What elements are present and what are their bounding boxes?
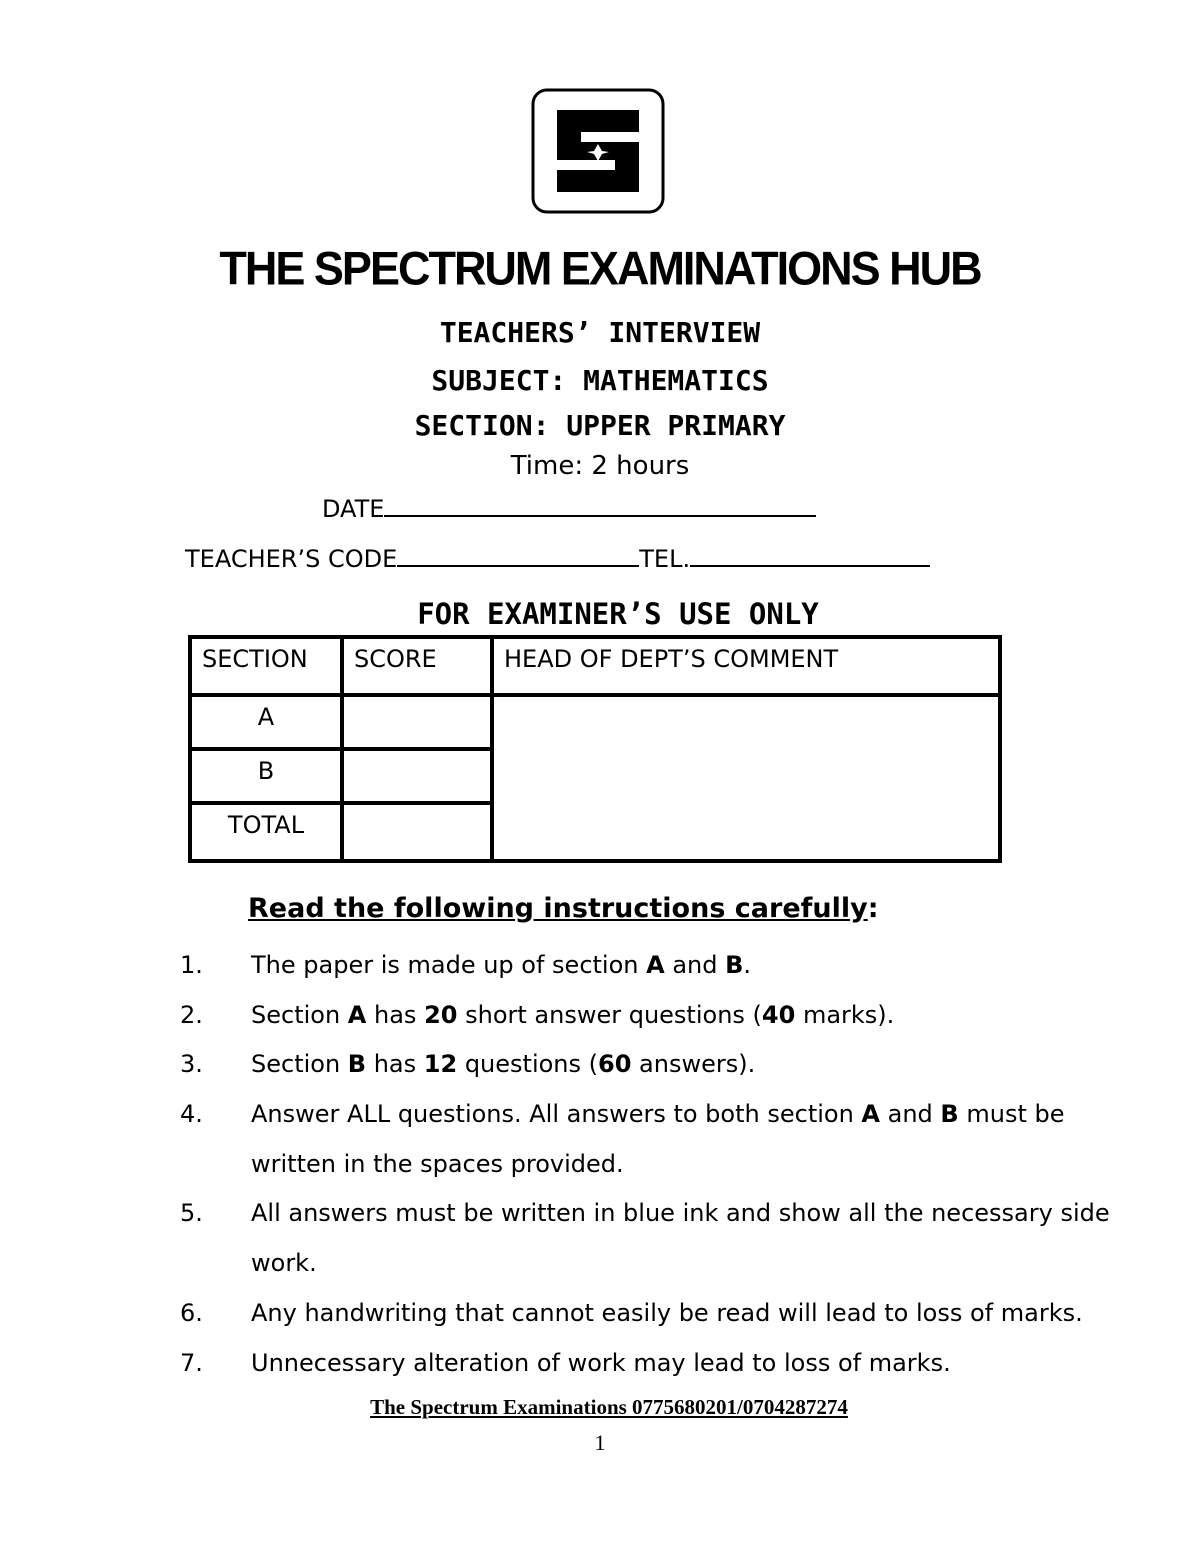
date-field — [322, 495, 816, 523]
teacher-code-field — [185, 545, 930, 573]
instruction-text: Any handwriting that cannot easily be read will lead to loss of marks. — [251, 1299, 1083, 1327]
instruction-number: 4. — [180, 1100, 203, 1128]
instruction-text: Section B has 12 questions (60 answers). — [251, 1050, 756, 1078]
column-header-section: SECTION — [190, 637, 342, 695]
tel-label: TEL. — [639, 545, 691, 573]
teacher-code-blank[interactable] — [397, 545, 639, 567]
subject-line: SUBJECT: MATHEMATICS — [431, 364, 769, 397]
instruction-number: 3. — [180, 1050, 203, 1078]
score-cell-b[interactable] — [342, 749, 492, 803]
instruction-text: Answer ALL questions. All answers to both section A and B must be written in the spaces provided. — [251, 1100, 1065, 1178]
row-label-total: TOTAL — [190, 803, 342, 861]
instruction-text: Section A has 20 short answer questions (40 marks). — [251, 1001, 895, 1029]
instruction-number: 6. — [180, 1299, 203, 1327]
tel-blank[interactable] — [690, 545, 930, 567]
spectrum-s-logo-icon — [531, 88, 665, 214]
column-header-comment: HEAD OF DEPT’S COMMENT — [492, 637, 1000, 695]
row-label-b: B — [190, 749, 342, 803]
instruction-text: Unnecessary alteration of work may lead to loss of marks. — [251, 1349, 951, 1377]
footer-contact: The Spectrum Examinations 0775680201/0704287274 — [370, 1395, 848, 1419]
score-cell-a[interactable] — [342, 695, 492, 749]
row-label-a: A — [190, 695, 342, 749]
date-blank[interactable] — [384, 495, 816, 517]
teacher-code-label: TEACHER’S CODE — [185, 545, 398, 573]
exam-title: TEACHERS’ INTERVIEW — [439, 316, 761, 349]
instruction-text: All answers must be written in blue ink and show all the necessary side work. — [251, 1199, 1110, 1277]
section-line: SECTION: UPPER PRIMARY — [414, 409, 786, 442]
examiner-use-title: FOR EXAMINER’S USE ONLY — [417, 597, 819, 631]
organization-title: THE SPECTRUM EXAMINATIONS HUB — [219, 241, 981, 296]
instruction-text: The paper is made up of section A and B. — [251, 951, 752, 979]
comment-cell[interactable] — [492, 695, 1000, 861]
time-allowed: Time: 2 hours — [510, 451, 690, 481]
instruction-number: 7. — [180, 1349, 203, 1377]
score-cell-total[interactable] — [342, 803, 492, 861]
instruction-number: 5. — [180, 1199, 203, 1227]
page-number: 1 — [594, 1430, 606, 1455]
column-header-score: SCORE — [342, 637, 492, 695]
instruction-number: 1. — [180, 951, 203, 979]
examiner-score-table — [188, 635, 1002, 863]
date-label: DATE — [322, 495, 385, 523]
instruction-number: 2. — [180, 1001, 203, 1029]
instructions-title: Read the following instructions carefully: — [248, 893, 879, 924]
